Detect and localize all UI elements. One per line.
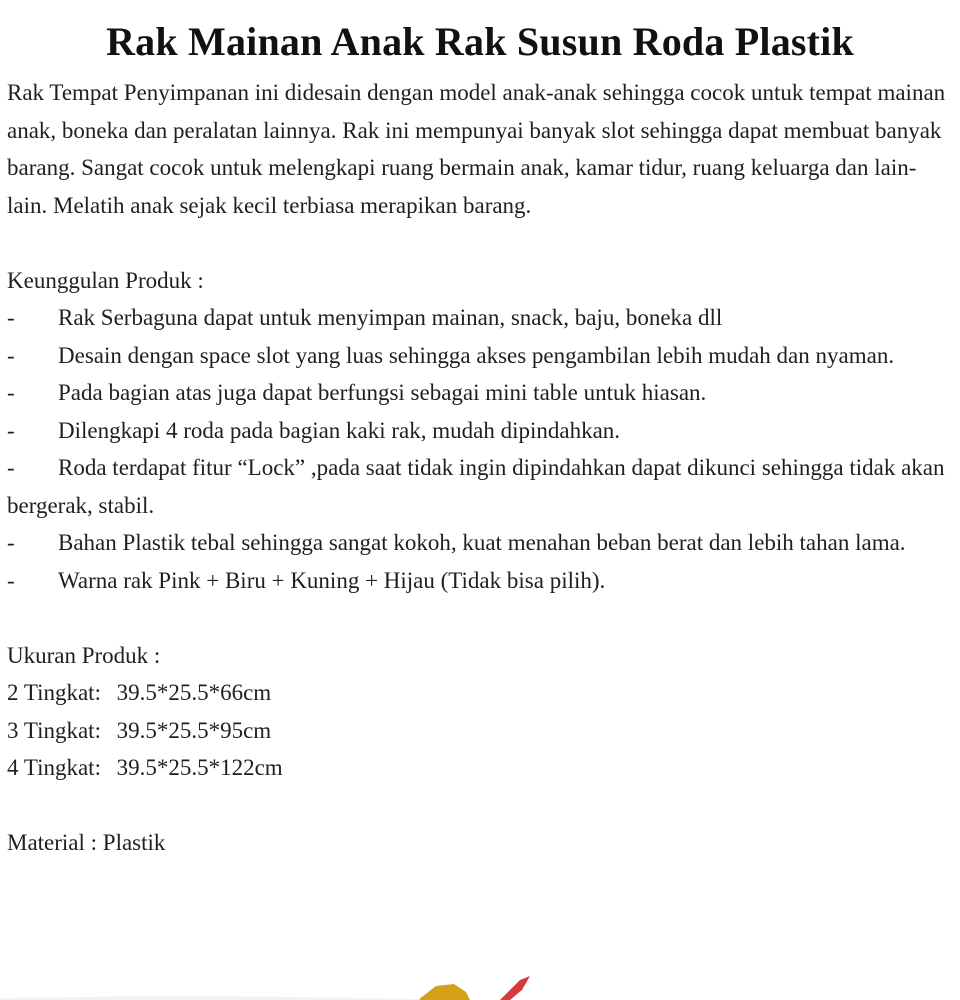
page-title: Rak Mainan Anak Rak Susun Roda Plastik bbox=[106, 19, 854, 64]
red-shape bbox=[500, 976, 530, 1000]
size-tier-label: 4 Tingkat bbox=[7, 755, 95, 780]
size-separator: : bbox=[94, 680, 101, 705]
bullet-dash: - bbox=[7, 567, 15, 593]
list-item bbox=[7, 449, 953, 524]
product-body bbox=[7, 74, 953, 862]
bullet-dash: - bbox=[7, 530, 15, 555]
sizes-heading: Ukuran Produk : bbox=[7, 642, 161, 668]
yellow-shape bbox=[418, 984, 470, 1000]
bullet-dash: - bbox=[7, 455, 15, 480]
sizes-list bbox=[7, 674, 953, 787]
size-row bbox=[7, 712, 953, 750]
list-item bbox=[7, 299, 953, 337]
size-separator: : bbox=[94, 717, 101, 743]
size-dimensions: 39.5*25.5*122cm bbox=[116, 755, 283, 780]
spacer bbox=[7, 787, 953, 825]
spacer bbox=[7, 224, 953, 262]
size-row bbox=[7, 749, 953, 787]
list-item bbox=[7, 337, 953, 375]
material-line: Material : Plastik bbox=[7, 830, 166, 855]
spacer bbox=[7, 599, 953, 637]
bullet-dash: - bbox=[7, 417, 15, 443]
list-item-text: Dilengkapi 4 roda pada bagian kaki rak, mudah dipindahkan. bbox=[58, 417, 621, 443]
list-item bbox=[7, 412, 953, 450]
size-tier-label: 3 Tingkat bbox=[7, 717, 95, 743]
bullet-dash: - bbox=[7, 380, 15, 405]
product-description: Rak Tempat Penyimpanan ini didesain dengan model anak-anak sehingga cocok untuk tempat mainan anak, boneka dan peralatan lainnya. Rak ini mempunyai banyak slot sehingga dapat membuat banyak barang. Sangat cocok untuk melengkapi ruang bermain anak, kamar tidur, ruang keluarga dan lain-lain. Melatih anak sejak kecil terbiasa merapikan barang. bbox=[7, 80, 946, 218]
bullet-dash: - bbox=[7, 342, 15, 368]
advantages-heading: Keunggulan Produk : bbox=[7, 267, 204, 293]
list-item-text: Bahan Plastik tebal sehingga sangat kokoh, kuat menahan beban berat dan lebih tahan lama. bbox=[58, 530, 906, 555]
list-item-text: Roda terdapat fitur “Lock” ,pada saat tidak ingin dipindahkan dapat dikunci sehingga tidak akan bergerak, stabil. bbox=[7, 455, 945, 518]
cropped-product-image bbox=[0, 972, 960, 1000]
size-row bbox=[7, 674, 953, 712]
list-item bbox=[7, 374, 953, 412]
list-item-text: Pada bagian atas juga dapat berfungsi sebagai mini table untuk hiasan. bbox=[58, 380, 707, 405]
advantages-list bbox=[7, 299, 953, 599]
list-item-text: Warna rak Pink + Biru + Kuning + Hijau (Tidak bisa pilih). bbox=[58, 567, 606, 593]
grey-shadow bbox=[0, 996, 420, 1000]
bullet-dash: - bbox=[7, 305, 15, 330]
size-tier-label: 2 Tingkat bbox=[7, 680, 95, 705]
list-item bbox=[7, 562, 953, 600]
size-dimensions: 39.5*25.5*66cm bbox=[116, 680, 272, 705]
list-item-text: Rak Serbaguna dapat untuk menyimpan mainan, snack, baju, boneka dll bbox=[58, 305, 723, 330]
list-item bbox=[7, 524, 953, 562]
product-image-top-edge bbox=[0, 972, 960, 1000]
size-dimensions: 39.5*25.5*95cm bbox=[116, 717, 272, 743]
list-item-text: Desain dengan space slot yang luas sehingga akses pengambilan lebih mudah dan nyaman. bbox=[58, 342, 895, 368]
size-separator: : bbox=[94, 755, 101, 780]
